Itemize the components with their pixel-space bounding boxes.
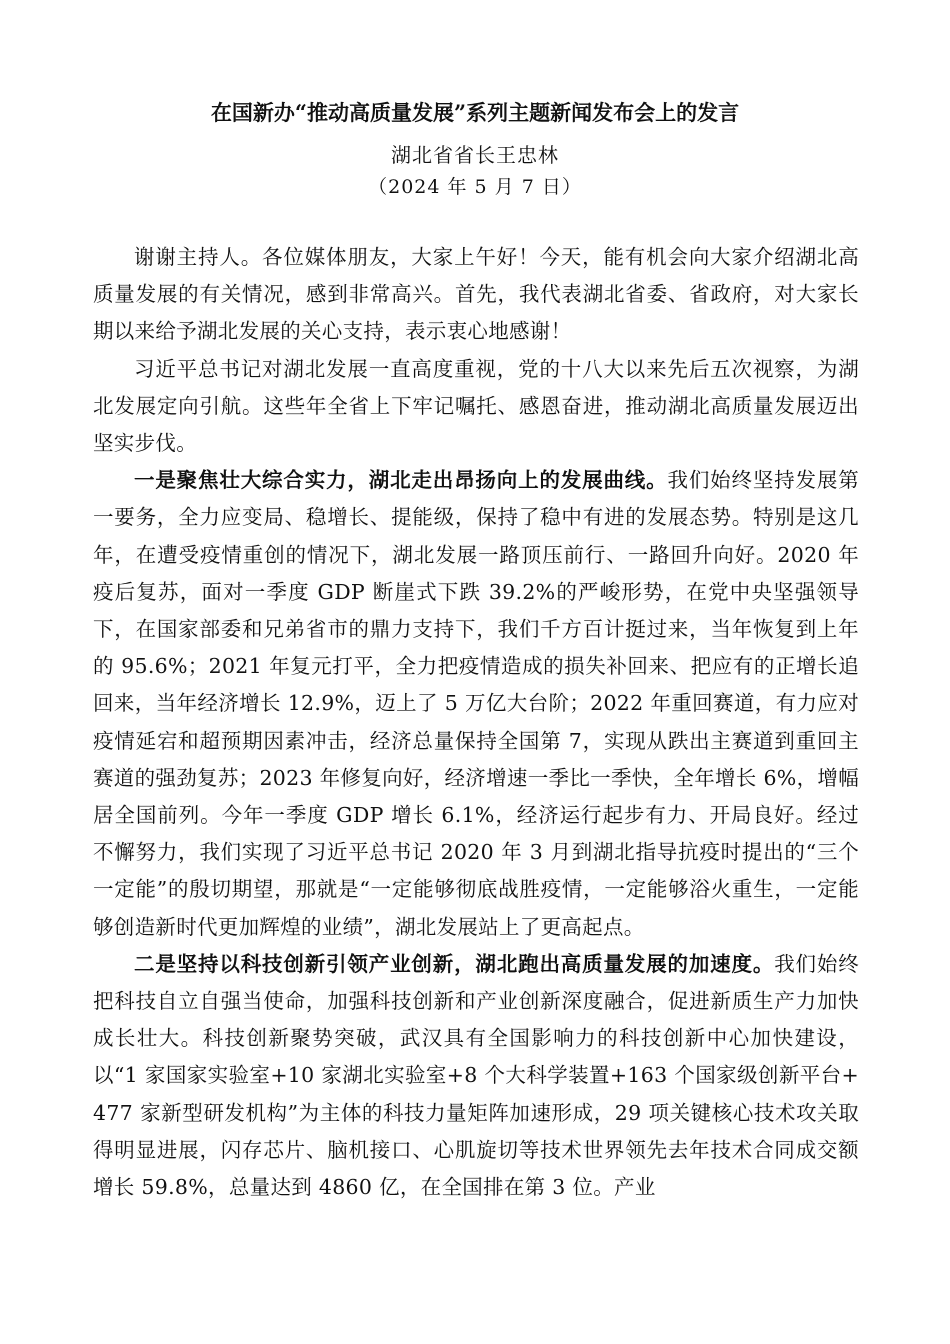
paragraph-text: 谢谢主持人。各位媒体朋友，大家上午好！今天，能有机会向大家介绍湖北高质量发展的有关情况，感到非常高兴。首先，我代表湖北省委、省政府，对大家长期以来给予湖北发展的关心支持，表示衷心地感谢！ — [93, 245, 859, 344]
document-date: （2024 年 5 月 7 日） — [368, 176, 582, 198]
document-body — [93, 239, 859, 1206]
paragraph-text: 我们始终把科技自立自强当使命，加强科技创新和产业创新深度融合，促进新质生产力加快成长壮大。科技创新聚势突破，武汉具有全国影响力的科技创新中心加快建设，以“1 家国家实验室+10 家湖北实验室+8 个大科学装置+163 个国家级创新平台+477 家新型研发机构”为主体的科技力量矩阵加速形成，29 项关键核心技术攻关取得明显进展，闪存芯片、脑机接口、心肌旋切等技术世界领先去年技术合同成交额增长 59.8%，总量达到 4860 亿，在全国排在第 3 位。产业 — [93, 951, 860, 1200]
paragraph-lead: 二是坚持以科技创新引领产业创新，湖北跑出高质量发展的加速度。 — [134, 951, 775, 976]
paragraph-text: 习近平总书记对湖北发展一直高度重视，党的十八大以来先后五次视察，为湖北发展定向引航。这些年全省上下牢记嘱托、感恩奋进，推动湖北高质量发展迈出坚实步伐。 — [93, 356, 859, 456]
document-title: 在国新办“推动高质量发展”系列主题新闻发布会上的发言 — [210, 100, 740, 125]
paragraph-point-two — [93, 946, 859, 1206]
paragraph-intro — [93, 351, 859, 463]
paragraph-point-one — [93, 462, 859, 946]
paragraph-text: 我们始终坚持发展第一要务，全力应变局、稳增长、提能级，保持了稳中有进的发展态势。特别是这几年，在遭受疫情重创的情况下，湖北发展一路顶压前行、一路回升向好。2020 年疫后复苏，面对一季度 GDP 断崖式下跌 39.2%的严峻形势，在党中央坚强领导下，在国家部委和兄弟省市的鼎力支持下，我们千方百计挺过来，当年恢复到上年的 95.6%；2021 年复元打平，全力把疫情造成的损失补回来、把应有的正增长追回来，当年经济增长 12.9%，迈上了 5 万亿大台阶；2022 年重回赛道，有力应对疫情延宕和超预期因素冲击，经济总量保持全国第 7，实现从跌出主赛道到重回主赛道的强劲复苏；2023 年修复向好，经济增速一季比一季快，全年增长 6%，增幅居全国前列。今年一季度 GDP 增长 6.1%，经济运行起步有力、开局良好。经过不懈努力，我们实现了习近平总书记 2020 年 3 月到湖北指导抗疫时提出的“三个一定能”的殷切期望，那就是“一定能够彻底战胜疫情，一定能够浴火重生，一定能够创造新时代更加辉煌的业绩”，湖北发展站上了更高起点。 — [93, 468, 859, 939]
document-author: 湖北省省长王忠林 — [391, 143, 559, 167]
paragraph-lead: 一是聚焦壮大综合实力，湖北走出昂扬向上的发展曲线。 — [134, 468, 668, 493]
paragraph-greeting — [93, 239, 859, 351]
